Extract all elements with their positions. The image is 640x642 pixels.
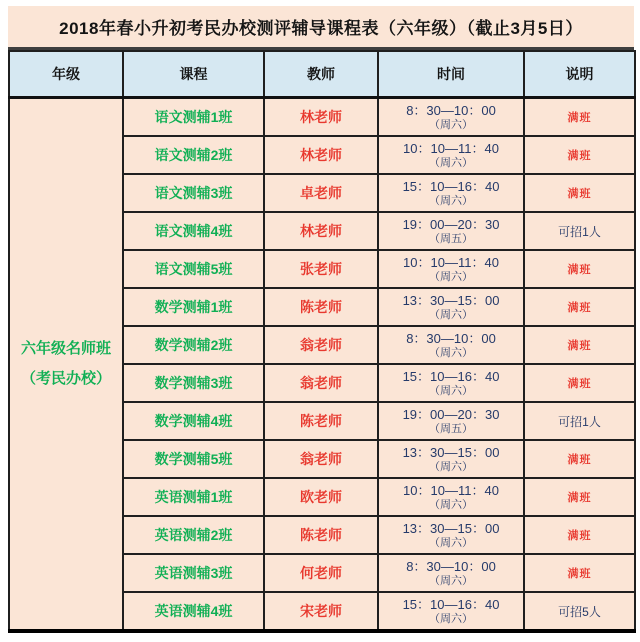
note-cell: 可招1人 [524,402,635,440]
course-cell: 英语测辅3班 [123,554,264,592]
time-cell [378,212,524,250]
note-cell: 满班 [524,174,635,212]
time-range: 19：00—20：30 [402,216,500,232]
time-day: （周六） [429,613,473,626]
time-cell [378,174,524,212]
time-day: （周六） [429,119,473,132]
time-day: （周六） [429,157,473,170]
time-range: 10：10—11：40 [403,482,499,498]
note-cell: 满班 [524,478,635,516]
time-cell [378,326,524,364]
time-cell [378,592,524,631]
note-cell: 满班 [524,136,635,174]
time-cell [378,250,524,288]
note-cell: 可招1人 [524,212,635,250]
time-range: 10：10—11：40 [403,140,499,156]
time-cell [378,554,524,592]
time-range: 8：30—10：00 [406,558,496,574]
time-cell [378,478,524,516]
time-day: （周六） [429,575,473,588]
time-day: （周五） [429,423,473,436]
header-row [9,51,635,98]
note-cell: 满班 [524,440,635,478]
time-day: （周六） [429,537,473,550]
time-day: （周六） [429,499,473,512]
time-cell [378,440,524,478]
time-cell [378,516,524,554]
time-cell [378,98,524,137]
note-cell: 满班 [524,326,635,364]
note-cell: 满班 [524,516,635,554]
time-range: 13：30—15：00 [402,292,500,308]
time-cell [378,288,524,326]
grade-line-1: 六年级名师班 [20,340,111,357]
teacher-cell: 翁老师 [264,326,378,364]
column-header-time: 时间 [378,51,524,98]
course-cell: 数学测辅1班 [123,288,264,326]
schedule-table [8,50,636,633]
column-header-course: 课程 [123,51,264,98]
grade-cell [9,98,123,632]
course-cell: 语文测辅1班 [123,98,264,137]
time-day: （周六） [429,271,473,284]
course-cell: 数学测辅2班 [123,326,264,364]
time-day: （周六） [429,461,473,474]
course-cell: 数学测辅5班 [123,440,264,478]
note-cell: 满班 [524,98,635,137]
time-day: （周六） [429,347,473,360]
course-cell: 语文测辅4班 [123,212,264,250]
teacher-cell: 翁老师 [264,364,378,402]
column-header-teacher: 教师 [264,51,378,98]
course-cell: 语文测辅3班 [123,174,264,212]
teacher-cell: 卓老师 [264,174,378,212]
time-range: 15：10—16：40 [402,178,500,194]
time-day: （周六） [429,385,473,398]
note-cell: 满班 [524,364,635,402]
time-range: 13：30—15：00 [402,520,500,536]
time-day: （周六） [429,309,473,322]
time-range: 15：10—16：40 [402,368,500,384]
teacher-cell: 欧老师 [264,478,378,516]
time-range: 13：30—15：00 [402,444,500,460]
teacher-cell: 林老师 [264,212,378,250]
time-range: 19：00—20：30 [402,406,500,422]
course-cell: 语文测辅5班 [123,250,264,288]
note-cell: 满班 [524,288,635,326]
schedule-sheet [8,6,634,633]
teacher-cell: 林老师 [264,98,378,137]
time-range: 8：30—10：00 [406,330,496,346]
course-cell: 英语测辅1班 [123,478,264,516]
time-day: （周五） [429,233,473,246]
teacher-cell: 宋老师 [264,592,378,631]
course-cell: 语文测辅2班 [123,136,264,174]
course-cell: 英语测辅2班 [123,516,264,554]
note-cell: 满班 [524,554,635,592]
column-header-note: 说明 [524,51,635,98]
time-range: 15：10—16：40 [402,596,500,612]
time-cell [378,364,524,402]
page-title: 2018年春小升初考民办校测评辅导课程表（六年级）（截止3月5日） [8,6,634,50]
time-cell [378,402,524,440]
note-cell: 满班 [524,250,635,288]
time-cell [378,136,524,174]
teacher-cell: 张老师 [264,250,378,288]
note-cell: 可招5人 [524,592,635,631]
course-cell: 英语测辅4班 [123,592,264,631]
teacher-cell: 陈老师 [264,288,378,326]
time-day: （周六） [429,195,473,208]
course-cell: 数学测辅3班 [123,364,264,402]
time-range: 10：10—11：40 [403,254,499,270]
teacher-cell: 陈老师 [264,516,378,554]
teacher-cell: 林老师 [264,136,378,174]
teacher-cell: 何老师 [264,554,378,592]
teacher-cell: 陈老师 [264,402,378,440]
course-row [9,98,635,137]
teacher-cell: 翁老师 [264,440,378,478]
column-header-grade: 年级 [9,51,123,98]
grade-line-2: （考民办校） [20,370,111,387]
course-cell: 数学测辅4班 [123,402,264,440]
time-range: 8：30—10：00 [406,102,496,118]
